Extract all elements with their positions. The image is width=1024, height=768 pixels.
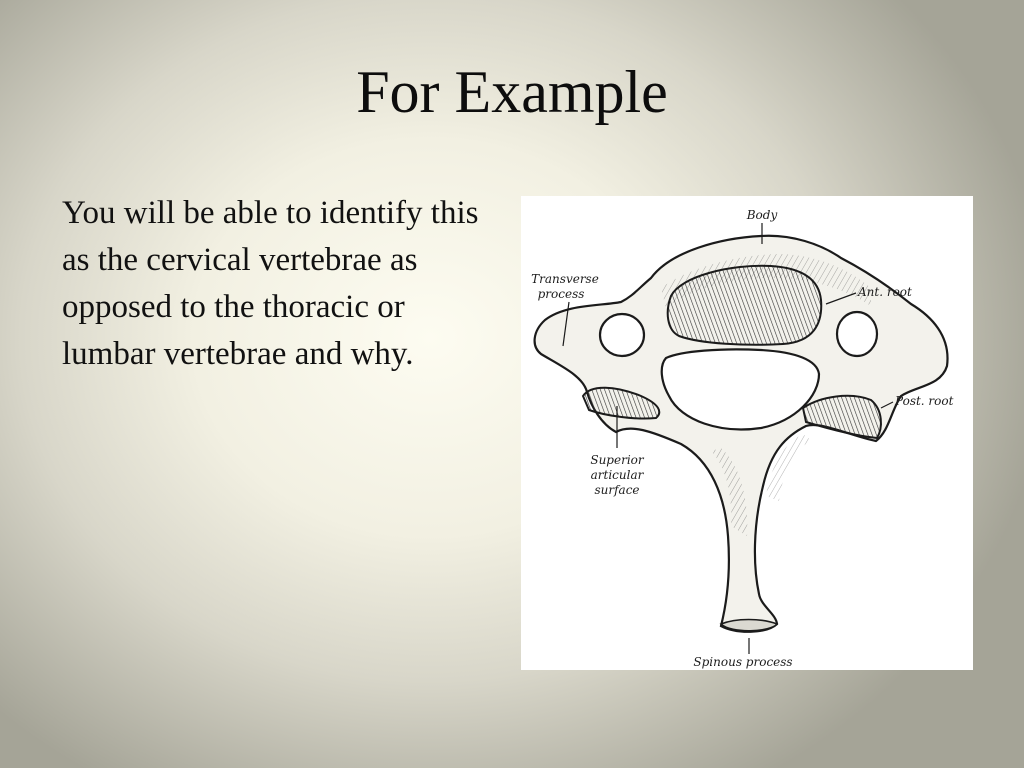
label-transverse-line2: process (537, 287, 585, 301)
label-superior-line1: Superior (590, 453, 644, 467)
cervical-vertebra-diagram (521, 196, 973, 670)
label-ant-root: Ant. root (858, 285, 912, 299)
vertebra-illustration (521, 196, 973, 670)
spinous-tip (721, 620, 777, 631)
slide-body-text: You will be able to identify this as the cervical vertebrae as opposed to the thoracic or lumbar vertebrae and why. (62, 195, 479, 372)
label-superior-line2: articular (590, 468, 644, 482)
slide-title: For Example (356, 59, 668, 125)
label-superior-line3: surface (594, 483, 640, 497)
label-body: Body (746, 208, 778, 222)
transverse-foramen-right (837, 312, 877, 356)
superior-articular-surface-right (803, 396, 881, 438)
label-spinous-process: Spinous process (693, 655, 793, 669)
transverse-foramen-left (600, 314, 644, 356)
label-transverse-line1: Transverse (531, 272, 599, 286)
label-post-root: Post. root (895, 394, 954, 408)
